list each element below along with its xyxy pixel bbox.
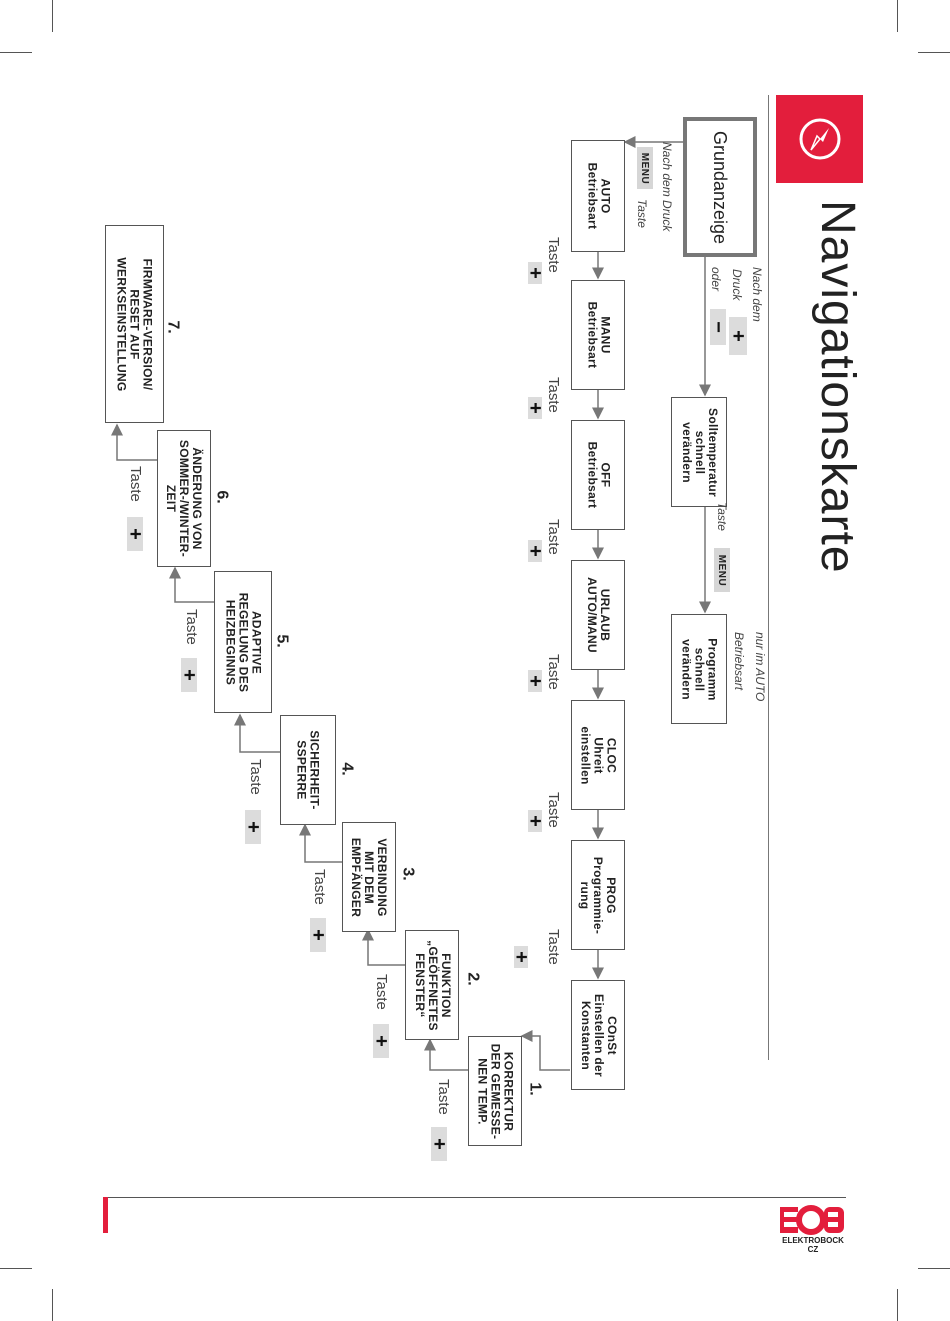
plus-note-line3: oder [709,267,723,292]
start-box-label: Grundanzeige [710,130,731,244]
setting-box-4: SICHERHEIT- SSPERRE [280,715,336,825]
plus-key: + [245,810,261,844]
plus-note-line1: Nach dem [750,267,764,322]
plus-key: + [528,670,542,692]
quick-box-programm: Programm schnell verändern [671,614,727,724]
taste-label: Taste [545,654,562,690]
taste-label: Taste [127,466,144,502]
plus-key: + [528,540,542,562]
setting-box-7: FIRMWARE-VERSION/ RESET AUF WERKSEINSTELLUNG [105,225,164,423]
page-title: Navigationskarte [811,200,864,574]
taste-label: Taste [311,869,328,905]
setting-box-2: FUNKTION „GEÖFFNETES FENSTER“ [405,930,459,1040]
mode-box-auto: AUTO Betriebsart [571,140,625,252]
taste-label: Taste [545,377,562,413]
menu-key-2: MENU [714,548,730,592]
mode-box-off: OFF Betriebsart [571,420,625,530]
menu-key: MENU [637,147,653,189]
taste-label: Taste [435,1079,452,1115]
menu-note-line2: Taste [635,199,649,228]
setting-number-5: 5. [273,634,291,648]
taste-label: Taste [373,974,390,1010]
plus-key: + [514,946,528,968]
plus-key: + [528,397,542,419]
quick-box-solltemperatur: Solltemperatur schnell verändern [671,397,727,507]
taste-label: Taste [247,759,264,795]
setting-number-3: 3. [399,867,417,881]
mode-box-urlaub: URLAUB AUTO/MANU [571,560,625,670]
plus-note-line2: Druck [730,269,744,301]
setting-box-6: ÄNDERUNG VON SOMMER-/WINTER- ZEIT [157,430,211,567]
plus-key: + [373,1024,389,1058]
setting-box-3: VERBINDING MIT DEM EMPFÄNGER [342,822,396,932]
plus-key: + [528,262,542,284]
setting-box-1: KORREKTUR DER GEMESSE- NEN TEMP. [468,1036,522,1146]
setting-number-2: 2. [464,972,482,986]
auto-only-line2: Betriebsart [732,632,746,691]
plus-key: + [181,658,197,692]
plus-key: + [729,317,747,355]
mode-box-prog: PROG Programmie- rung [571,840,625,950]
setting-number-7: 7. [164,320,182,334]
taste-label: Taste [183,609,200,645]
menu-note-line1: Nach dem Druck [660,142,674,232]
setting-number-4: 4. [338,762,356,776]
plus-key: + [431,1127,447,1161]
mode-box-manu: MANU Betriebsart [571,280,625,390]
setting-number-6: 6. [213,490,231,504]
setting-box-5: ADAPTIVE REGELUNG DES HEIZBEGINNS [214,571,272,713]
taste-label: Taste [545,519,562,555]
start-box-grundanzeige [683,117,757,257]
taste-menu-label: Taste [715,502,729,531]
setting-number-1: 1. [526,1082,544,1096]
taste-label: Taste [545,929,562,965]
mode-box-const: COnSt Einstellen der Konstanten [571,980,625,1090]
plus-key: + [310,918,326,952]
taste-label: Taste [545,237,562,273]
plus-key: + [127,517,143,551]
auto-only-line1: nur im AUTO [753,632,767,702]
taste-label: Taste [545,792,562,828]
company-name: ELEKTROBOCK CZ [782,1236,844,1254]
minus-key: − [710,309,726,345]
plus-key: + [528,810,542,832]
mode-box-cloc: CLOC Uhreit einstellen [571,700,625,810]
